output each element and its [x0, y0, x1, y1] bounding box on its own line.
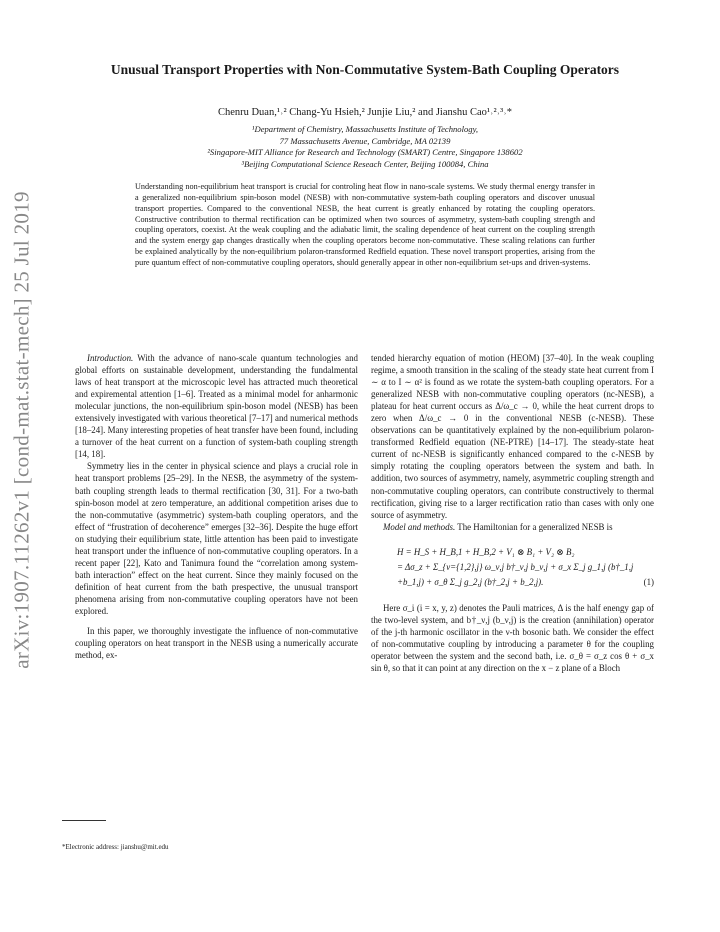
abstract: Understanding non-equilibrium heat transport is crucial for controling heat flow in nano-scale systems. We study thermal energy transfer in a generalized non-equilibrium spin-boson model (NESB) with non-commutative system-bath coupling operators and discover unusual transport properties. Compared to the conventional NESB, the heat current is greatly enhanced by rotating the coupling operators. Constructive contribution to thermal rectification can be optimized when two sources of asymmetry, system-bath coupling strength and coupling operators, coexist. At the weak coupling and the adiabatic limit, the scaling dependence of heat current on the coupling strength and the system energy gap changes drastically when the coupling operators become non-commutative. These scaling relations can further be explained analytically by the non-equilibrium polaron-transformed Redfield equation. These novel transport properties, arising from the pure quantum effect of non-commutative coupling operators, should generally appear in other non-equilibrium set-ups and driven-systems.	[135, 182, 595, 267]
affiliations	[80, 124, 650, 170]
left-column	[75, 352, 358, 661]
affiliation-line: 77 Massachusetts Avenue, Cambridge, MA 02139	[279, 135, 451, 146]
arxiv-identifier: arXiv:1907.11262v1 [cond-mat.stat-mech] 25 Jul 2019	[9, 191, 34, 669]
section-label-model: Model and methods.	[383, 521, 456, 532]
affiliation-line: ¹Department of Chemistry, Massachusetts Institute of Technology,	[251, 124, 479, 134]
continuation-paragraph: tended hierarchy equation of motion (HEOM) [37–40]. In the weak coupling regime, a smooth transition in the scaling of the steady state heat current from I ∼ α to I ∼ α² is found as we rotate the system-bath coupling operators. For a generalized NESB with non-commutative coupling operators (nc-NESB), a plateau for heat current occurs as Δ/ω_c → 0, while the heat current drops to zero when Δ/ω_c → 0 in the conventional NESB (c-NESB). These observations can be quantitatively explained by the non-equilibrium polaron-transformed Redfield equation (NE-PTRE) [14–17]. The steady-state heat current of nc-NESB is significantly enhanced compared to the c-NESB by simply rotating the coupling operators between the system and bath. In addition, two sources of asymmetry, namely, asymmetric coupling strength and non-commutative coupling operators, can contribute constructively to thermal rectification, giving rise to a larger rectification ratio than cases with only one source of asymmetry.	[371, 353, 654, 520]
affiliation-line: ²Singapore-MIT Alliance for Research and Technology (SMART) Centre, Singapore 138602	[207, 147, 523, 157]
equation-line: H = H_S + H_B,1 + H_B,2 + V₁ ⊗ B₁ + V₂ ⊗ B₂	[397, 546, 575, 557]
symmetry-paragraph: Symmetry lies in the center in physical science and plays a crucial role in heat transport problems [25–29]. In the NESB, the asymmetry of the system-bath coupling strength leads to thermal rectification [30, 31]. For a two-bath spin-boson model at zero temperature, an additional competition arises due to the non-commutative (asymmetric) system-bath coupling operators, and the effect of “frustration of decoherence” emerges [32–36]. Despite the huge effort on studying their equilibrium state, little attention has been paid to investigate heat transport under the influence of non-commutative coupling operators. In a recent paper [22], Kato and Tanimura found the “correlation among system-bath interaction” effect on the heat current. Since they mainly focused on the definition of heat current from the bath prespective, the unusual transport phenomena arising from non-commutative coupling operators have not been explored.	[75, 461, 358, 616]
paper-title: Unusual Transport Properties with Non-Commutative System-Bath Coupling Operators	[110, 62, 620, 77]
section-label-introduction: Introduction.	[87, 353, 134, 363]
this-paper-paragraph: In this paper, we thoroughly investigate the influence of non-commutative coupling operators on heat transport in the NESB using a numerically accurate method, ex-	[75, 626, 358, 661]
pauli-paragraph: Here σ_i (i = x, y, z) denotes the Pauli matrices, Δ is the half enengy gap of the two-level system, and b†_ν,j (b_ν,j) is the creation (annihilation) operator of the j-th harmonic oscillator in the ν-th bosonic bath. We consider the effect of non-commutative coupling by introducing a parameter θ for the coupling operator between the system and the second bath, i.e. σ_θ = σ_z cos θ + σ_x sin θ, so that it can point at any direction on the x − z plane of a Bloch	[371, 602, 654, 673]
affiliation-line: ³Beijing Computational Science Reseach Center, Beijing 100084, China	[241, 158, 489, 169]
arxiv-side-stamp	[2, 191, 42, 669]
equation-line: +b_1,j) + σ_θ Σ_j g_2,j (b†_2,j + b_2,j).	[397, 576, 544, 587]
footnote-rule	[62, 820, 106, 821]
footnote: *Electronic address: jianshu@mit.edu	[62, 843, 169, 851]
equation-number: (1)	[643, 576, 654, 587]
right-column	[371, 352, 654, 674]
intro-paragraph	[75, 352, 358, 460]
equation-line: = Δσ_z + Σ_{ν={1,2},j} ω_ν,j b†_ν,j b_ν,j + σ_x Σ_j g_1,j (b†_1,j	[397, 561, 634, 572]
paragraph-text: With the advance of nano-scale quantum technologies and global efforts on sustainable development, understanding the fundalmental laws of heat transport at the microscopic level has attracted much theoretical and expiremental attention [1–6]. Treated as a minimal model for anharmonic molecular junctions, the non-equilibrium spin-boson model (NESB) has been extensively investigated with various theoretical [7–17] and numerical methods [18–24]. Many interesting propeties of heat transfer have been found, including a turnover of the heat current on a function of system-bath coupling strength [14, 18].	[75, 353, 358, 460]
author-list: Chenru Duan,¹˒² Chang-Yu Hsieh,² Junjie Liu,² and Jianshu Cao¹˒²˒³˒*	[217, 107, 513, 118]
hamiltonian-equation	[371, 545, 654, 590]
paragraph-text: The Hamiltonian for a generalized NESB is	[455, 521, 613, 532]
model-paragraph	[371, 521, 654, 533]
